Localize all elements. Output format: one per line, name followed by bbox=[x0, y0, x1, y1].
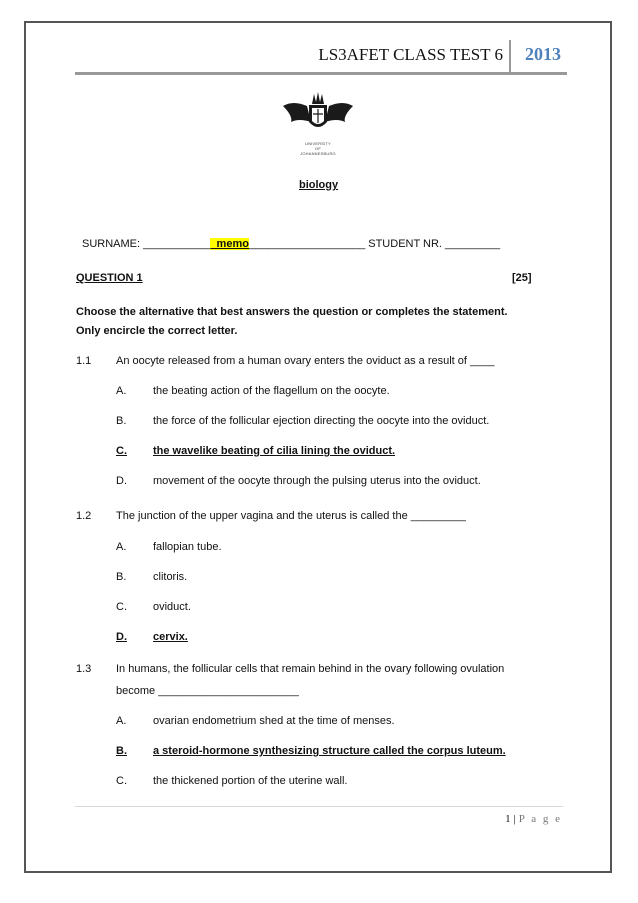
correct-option-text: cervix. bbox=[153, 631, 188, 643]
option-text: the thickened portion of the uterine wall. bbox=[153, 775, 348, 787]
option-letter: C. bbox=[116, 775, 127, 787]
page-header bbox=[75, 40, 567, 75]
question-text: The junction of the upper vagina and the uterus is called the _________ bbox=[116, 510, 466, 522]
header-year: 2013 bbox=[525, 44, 561, 64]
logo-text-of: OF bbox=[315, 146, 321, 151]
question-number: 1.3 bbox=[76, 663, 92, 675]
correct-option-letter: C. bbox=[116, 445, 127, 457]
footer-rule bbox=[75, 806, 563, 807]
option-letter: C. bbox=[116, 601, 127, 613]
university-crest-icon bbox=[281, 92, 355, 140]
question-number: 1.2 bbox=[76, 510, 92, 522]
option-text: ovarian endometrium shed at the time of menses. bbox=[153, 715, 395, 727]
subject-title: biology bbox=[299, 179, 339, 191]
surname-line bbox=[82, 237, 500, 251]
option-letter: A. bbox=[116, 541, 127, 553]
correct-option-letter: D. bbox=[116, 631, 127, 643]
student-number-label: ___________________ STUDENT NR. _________ bbox=[248, 238, 501, 250]
option-text: oviduct. bbox=[153, 601, 191, 613]
header-title: LS3AFET CLASS TEST 6 bbox=[318, 45, 503, 64]
page-number: 1 bbox=[505, 813, 511, 825]
logo-text-johannesburg: JOHANNESBURG bbox=[300, 151, 336, 156]
option-text: clitoris. bbox=[153, 571, 188, 583]
option-letter: A. bbox=[116, 385, 127, 397]
correct-option-letter: B. bbox=[116, 745, 127, 757]
page-footer bbox=[505, 813, 562, 825]
instruction-line-2: Only encircle the correct letter. bbox=[76, 325, 238, 337]
option-text: the beating action of the flagellum on the oocyte. bbox=[153, 385, 390, 397]
surname-value: _memo bbox=[210, 238, 249, 250]
option-text: the force of the follicular ejection directing the oocyte into the oviduct. bbox=[153, 415, 490, 427]
question-text: In humans, the follicular cells that remain behind in the ovary following ovulation bbox=[116, 663, 505, 675]
option-letter: A. bbox=[116, 715, 127, 727]
option-letter: D. bbox=[116, 475, 127, 487]
question-text: An oocyte released from a human ovary enters the oviduct as a result of ____ bbox=[116, 355, 495, 367]
option-letter: B. bbox=[116, 571, 127, 583]
option-text: movement of the oocyte through the pulsing uterus into the oviduct. bbox=[153, 475, 481, 487]
question-text-continued: become _______________________ bbox=[116, 685, 299, 697]
header-separator bbox=[509, 40, 511, 72]
question-number: 1.1 bbox=[76, 355, 92, 367]
surname-label: SURNAME: ___________ bbox=[82, 238, 211, 250]
option-text: fallopian tube. bbox=[153, 541, 222, 553]
instruction-line-1: Choose the alternative that best answers the question or completes the statement. bbox=[76, 306, 508, 318]
page-label: P a g e bbox=[518, 813, 562, 825]
footer-separator: | bbox=[513, 813, 516, 825]
question-marks: [25] bbox=[512, 272, 532, 284]
question-title: QUESTION 1 bbox=[76, 272, 143, 284]
option-letter: B. bbox=[116, 415, 127, 427]
university-logo bbox=[281, 92, 355, 156]
logo-text-university: UNIVERSITY bbox=[304, 141, 331, 146]
correct-option-text: a steroid-hormone synthesizing structure called the corpus luteum. bbox=[153, 745, 506, 757]
correct-option-text: the wavelike beating of cilia lining the oviduct. bbox=[153, 445, 396, 457]
